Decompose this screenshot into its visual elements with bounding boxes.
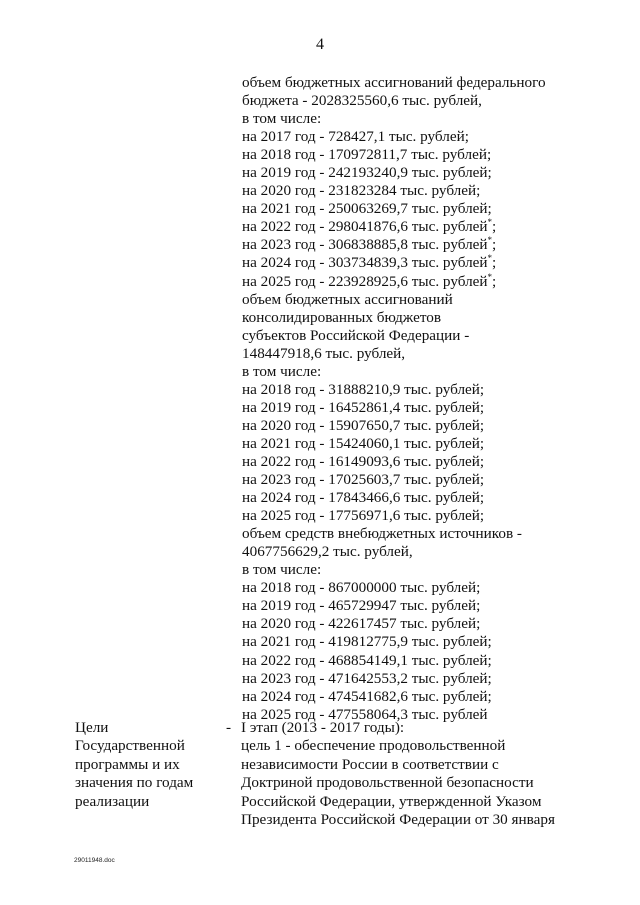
funding-line: на 2024 год - 303734839,3 тыс. рублей*; — [242, 253, 497, 272]
funding-line: объем бюджетных ассигнований федерального — [242, 74, 546, 91]
funding-line: на 2023 год - 17025603,7 тыс. рублей; — [242, 471, 485, 489]
funding-line: в том числе: — [242, 362, 322, 380]
funding-line: 4067756629,2 тыс. рублей, — [242, 543, 413, 561]
funding-volume-section — [242, 74, 582, 724]
goals-label-line: Государственной — [75, 737, 185, 755]
goals-text-line: цель 1 - обеспечение продовольственной — [241, 737, 506, 755]
funding-line: на 2024 год - 17843466,6 тыс. рублей; — [242, 489, 485, 507]
funding-line: на 2018 год - 170972811,7 тыс. рублей; — [242, 146, 492, 164]
funding-line: на 2018 год - 31888210,9 тыс. рублей; — [242, 380, 485, 398]
funding-line: на 2024 год - 474541682,6 тыс. рублей; — [242, 687, 492, 705]
footnote-mark: * — [487, 235, 493, 246]
funding-line: на 2021 год - 15424060,1 тыс. рублей; — [242, 434, 485, 452]
funding-line: на 2023 год - 306838885,8 тыс. рублей*; — [242, 235, 497, 254]
goals-label-line: программы и их — [75, 755, 180, 773]
funding-line: на 2025 год - 17756971,6 тыс. рублей; — [242, 507, 485, 525]
funding-line: на 2022 год - 16149093,6 тыс. рублей; — [242, 452, 485, 470]
funding-line: на 2019 год - 242193240,9 тыс. рублей; — [242, 164, 492, 182]
goals-label-line: реализации — [75, 792, 150, 810]
funding-line: на 2020 год - 15907650,7 тыс. рублей; — [242, 416, 485, 434]
footnote-mark: * — [487, 253, 493, 264]
funding-line: объем бюджетных ассигнований — [242, 290, 453, 308]
funding-line: на 2019 год - 465729947 тыс. рублей; — [242, 597, 481, 615]
funding-line: на 2017 год - 728427,1 тыс. рублей; — [242, 128, 469, 146]
funding-line: на 2025 год - 223928925,6 тыс. рублей*; — [242, 271, 497, 290]
funding-line: на 2018 год - 867000000 тыс. рублей; — [242, 579, 481, 597]
funding-line: на 2021 год - 419812775,9 тыс. рублей; — [242, 633, 492, 651]
goals-text-line: Российской Федерации, утвержденной Указом — [241, 792, 542, 810]
funding-line: объем средств внебюджетных источников - — [242, 525, 522, 543]
funding-line: консолидированных бюджетов — [242, 308, 442, 326]
goals-label — [75, 719, 225, 811]
funding-line: в том числе: — [242, 110, 322, 128]
page-number: 4 — [316, 36, 324, 53]
file-name-footer: 29011948.doc — [74, 857, 115, 864]
funding-line: субъектов Российской Федерации - — [242, 326, 470, 344]
funding-line: бюджета - 2028325560,6 тыс. рублей, — [242, 92, 482, 110]
funding-line: на 2020 год - 231823284 тыс. рублей; — [242, 182, 481, 200]
goals-text-line: независимости России в соответствии с — [241, 755, 499, 773]
funding-line: 148447918,6 тыс. рублей, — [242, 344, 406, 362]
goals-text-line: Президента Российской Федерации от 30 января — [241, 811, 555, 829]
funding-line: на 2025 год - 477558064,3 тыс. рублей — [242, 705, 488, 723]
funding-line: на 2022 год - 298041876,6 тыс. рублей*; — [242, 217, 497, 236]
goals-text — [241, 719, 571, 829]
funding-line: на 2021 год - 250063269,7 тыс. рублей; — [242, 200, 492, 218]
goals-text-line: Доктриной продовольственной безопасности — [241, 774, 534, 792]
footnote-mark: * — [487, 217, 493, 228]
footnote-mark: * — [487, 271, 493, 282]
funding-line: в том числе: — [242, 561, 322, 579]
funding-line: на 2023 год - 471642553,2 тыс. рублей; — [242, 669, 492, 687]
funding-line: на 2020 год - 422617457 тыс. рублей; — [242, 615, 481, 633]
funding-line: на 2022 год - 468854149,1 тыс. рублей; — [242, 651, 492, 669]
goals-dash: - — [226, 719, 232, 736]
goals-label-line: значения по годам — [75, 774, 194, 792]
funding-line: на 2019 год - 16452861,4 тыс. рублей; — [242, 398, 485, 416]
goals-label-line: Цели — [75, 719, 109, 736]
goals-text-line: I этап (2013 - 2017 годы): — [241, 719, 405, 736]
